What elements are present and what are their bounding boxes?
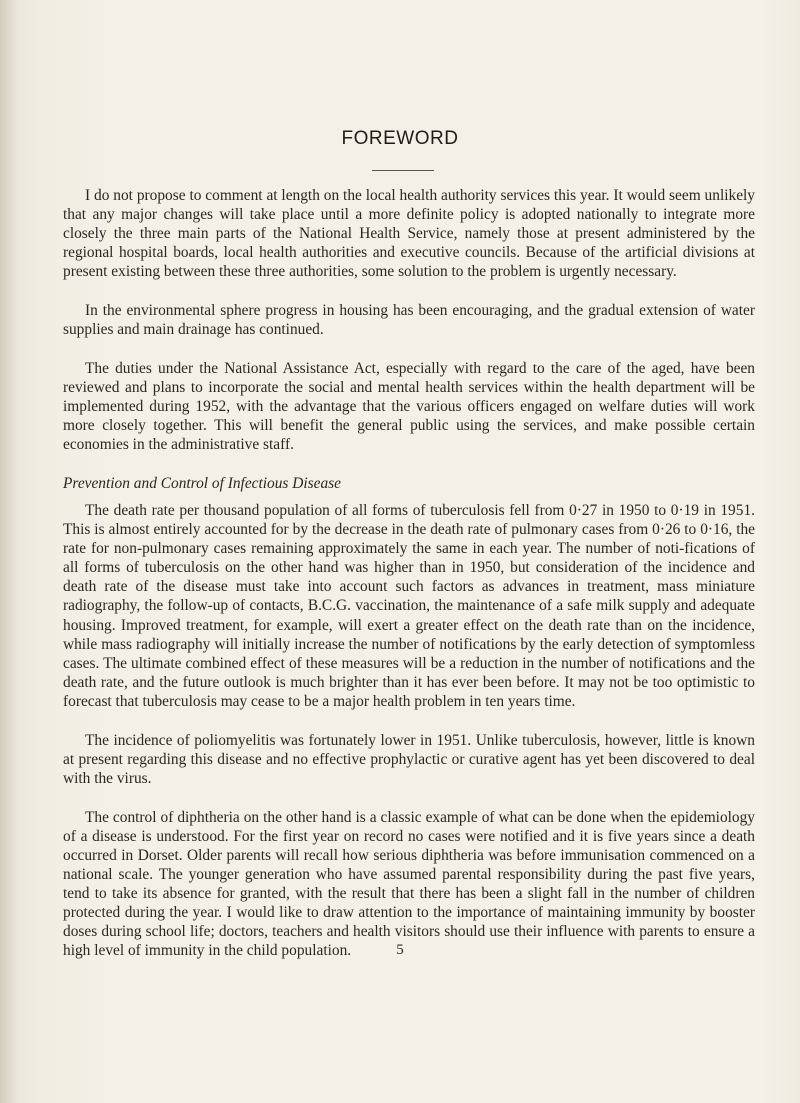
paragraph-tuberculosis: The death rate per thousand population of all forms of tuberculosis fell from 0·27 in 1950 to 0·19 in 1951. This is almost entirely accounted for by the decrease in the death rate of pulmonary cases from 0·26 to 0·16, the rate for non-pulmonary cases remaining approximately the same in each year. The number of noti-fications of all forms of tuberculosis on the other hand was higher than in 1950, but consideration of the incidence and death rate of the disease must take into account such factors as advances in treatment, mass miniature radiography, the follow-up of contacts, B.C.G. vaccination, the maintenance of a safe milk supply and adequate housing. Improved treatment, for example, will exert a greater effect on the death rate than on the incidence, while mass radiography will initially increase the number of notifications by the early detection of symptomless cases. The ultimate combined effect of these measures will be a reduction in the number of notifications and the death rate, and the future outlook is much brighter than it has ever been before. It may not be too optimistic to forecast that tuberculosis may cease to be a major health problem in ten years time. xyxy=(63,502,755,710)
page-title: FOREWORD xyxy=(341,128,459,149)
paragraph-environmental: In the environmental sphere progress in housing has been encouraging, and the gradual extension of water supplies and main drainage has continued. xyxy=(63,302,755,339)
section-heading: Prevention and Control of Infectious Disease xyxy=(63,474,341,492)
paragraph-national-assistance: The duties under the National Assistance Act, especially with regard to the care of the aged, have been reviewed and plans to incorporate the social and mental health services within the health department will be implemented during 1952, with the advantage that the various officers engaged on welfare duties will work more closely together. This will benefit the general public using the services, and make possible certain economies in the administrative staff. xyxy=(63,359,755,454)
paragraph-diphtheria: The control of diphtheria on the other hand is a classic example of what can be done when the epidemiology of a disease is understood. For the first year on record no cases were notified and it is five years since a death occurred in Dorset. Older parents will recall how serious diphtheria was before immunisation commenced on a national scale. The younger generation who have assumed parental responsibility during the past five years, tend to take its absence for granted, with the result that there has been a slight fall in the number of children protected during the year. I would like to draw attention to the importance of maintaining immunity by booster doses during school life; doctors, teachers and health visitors should use their influence with parents to ensure a high level of immunity in the child population. xyxy=(63,808,755,960)
page-number: 5 xyxy=(396,942,404,958)
binding-gutter xyxy=(0,0,18,1103)
body-text xyxy=(63,186,755,980)
paragraph-poliomyelitis: The incidence of poliomyelitis was fortunately lower in 1951. Unlike tuberculosis, however, little is known at present regarding this disease and no effective prophylactic or curative agent has yet been discovered to deal with the virus. xyxy=(63,731,755,787)
paragraph-local-health-services: I do not propose to comment at length on the local health authority services this year. It would seem unlikely that any major changes will take place until a more definite policy is adopted nationally to integrate more closely the three main parts of the National Health Service, namely those at present administered by the regional hospital boards, local health authorities and executive councils. Because of the artificial divisions at present existing between these three authorities, some solution to the problem is urgently necessary. xyxy=(63,187,755,281)
title-divider xyxy=(372,170,434,171)
